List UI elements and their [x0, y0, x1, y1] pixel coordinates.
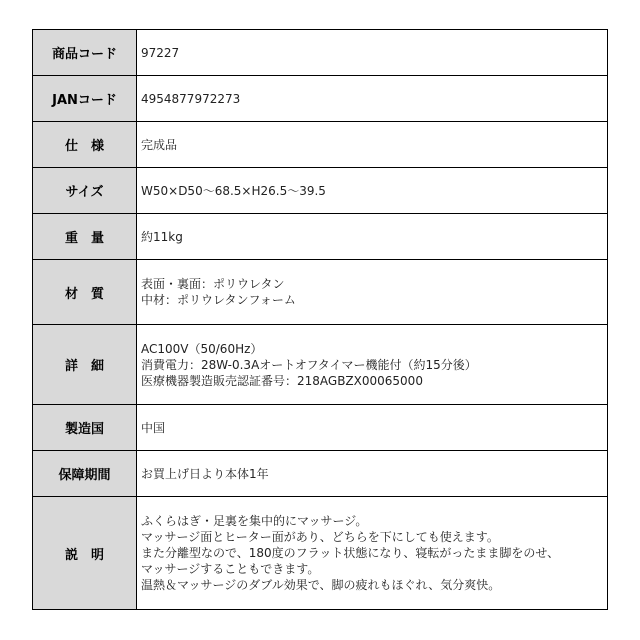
material-label: 材 質 [33, 260, 137, 325]
details-value-line: 消費電力：28W-0.3Aオートオフタイマー機能付（約15分後） [141, 357, 477, 372]
description-value [137, 497, 608, 610]
weight-value-line: 約11kg [141, 229, 183, 244]
spec-row-details [33, 325, 608, 405]
description-value-line: また分離型なので、180度のフラット状態になり、寝転がったまま脚をのせ、 [141, 546, 560, 560]
specification-label: 仕 様 [33, 122, 137, 168]
spec-table [32, 29, 608, 610]
product-code-value [137, 30, 608, 76]
warranty-label: 保障期間 [33, 451, 137, 497]
origin-value [137, 405, 608, 451]
description-value-line: マッサージ面とヒーター面があり、どちらを下にしても使えます。 [141, 530, 499, 544]
product-code-label: 商品コード [33, 30, 137, 76]
description-value-line: ふくらはぎ・足裏を集中的にマッサージ。 [141, 514, 368, 528]
spec-row-warranty [33, 451, 608, 497]
details-value [137, 325, 608, 405]
material-value-line: 中材：ポリウレタンフォーム [141, 293, 296, 307]
spec-row-description [33, 497, 608, 610]
product-code-value-line: 97227 [141, 45, 180, 60]
spec-row-specification [33, 122, 608, 168]
weight-value [137, 214, 608, 260]
weight-label: 重 量 [33, 214, 137, 260]
origin-value-line: 中国 [141, 420, 166, 435]
warranty-value-line: お買上げ日より本体1年 [141, 466, 269, 481]
size-label: サイズ [33, 168, 137, 214]
jan-code-label: JANコード [33, 76, 137, 122]
origin-label: 製造国 [33, 405, 137, 451]
spec-row-jan-code [33, 76, 608, 122]
material-value [137, 260, 608, 325]
jan-code-value [137, 76, 608, 122]
size-value [137, 168, 608, 214]
description-label: 説 明 [33, 497, 137, 610]
details-label: 詳 細 [33, 325, 137, 405]
spec-row-origin [33, 405, 608, 451]
spec-row-weight [33, 214, 608, 260]
spec-row-size [33, 168, 608, 214]
warranty-value [137, 451, 608, 497]
specification-value [137, 122, 608, 168]
spec-row-product-code [33, 30, 608, 76]
description-value-line: マッサージすることもできます。 [141, 562, 320, 576]
specification-value-line: 完成品 [141, 137, 178, 152]
jan-code-value-line: 4954877972273 [141, 91, 241, 106]
details-value-line: AC100V（50/60Hz） [141, 341, 263, 356]
size-value-line: W50×D50～68.5×H26.5～39.5 [141, 183, 326, 198]
details-value-line: 医療機器製造販売認証番号：218AGBZX00065000 [141, 373, 423, 388]
material-value-line: 表面・裏面：ポリウレタン [141, 277, 285, 291]
description-value-line: 温熱＆マッサージのダブル効果で、脚の疲れもほぐれ、気分爽快。 [141, 578, 501, 592]
spec-row-material [33, 260, 608, 325]
